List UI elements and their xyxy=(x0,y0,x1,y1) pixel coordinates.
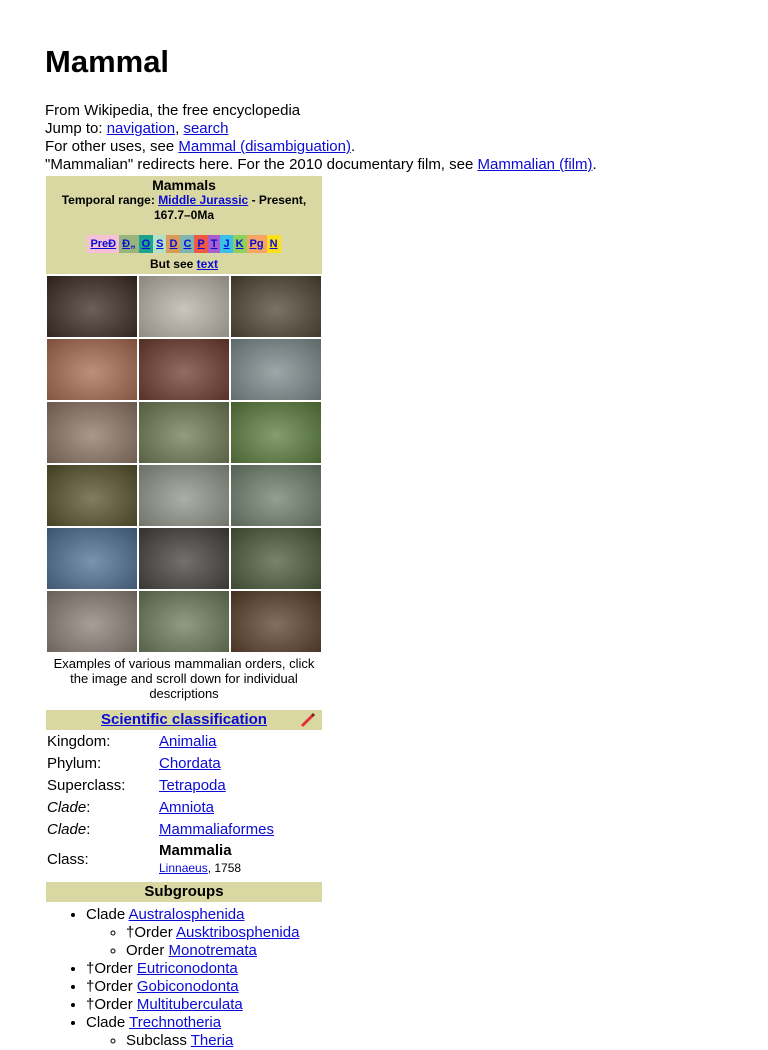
rank-value xyxy=(158,752,322,774)
timeline-period[interactable] xyxy=(87,235,119,253)
zebras-photo[interactable] xyxy=(139,591,229,652)
star-nosed-mole-photo[interactable] xyxy=(139,528,229,589)
subgroup-child-rank: Order xyxy=(126,942,169,959)
classification-table xyxy=(46,730,322,878)
timeline-period-link[interactable]: P xyxy=(197,238,205,250)
scientific-classification-link[interactable]: Scientific classification xyxy=(101,711,267,728)
disambiguation-link[interactable]: Mammal (disambiguation) xyxy=(178,138,351,155)
rank-value xyxy=(158,818,322,840)
taxon-link[interactable]: Tetrapoda xyxy=(159,776,226,794)
rank-label xyxy=(46,818,158,840)
temporal-age: 167.7–0Ma xyxy=(153,208,215,222)
taxon-link[interactable]: Amniota xyxy=(159,798,215,816)
bat-photo[interactable] xyxy=(47,276,137,337)
rank-value xyxy=(158,730,322,752)
classification-row xyxy=(46,774,322,796)
timeline-period[interactable] xyxy=(180,235,194,253)
timeline-period-link[interactable]: K xyxy=(235,238,244,250)
class-year: , 1758 xyxy=(207,860,242,875)
timeline-period[interactable] xyxy=(194,235,207,253)
search-link[interactable]: search xyxy=(183,120,229,137)
classification-row xyxy=(46,796,322,818)
timeline-period-link[interactable]: PreÐ xyxy=(90,238,117,250)
class-label: Class: xyxy=(47,850,89,868)
subgroup-link[interactable]: Eutriconodonta xyxy=(136,960,238,977)
subgroups-list xyxy=(46,906,322,1050)
taxon-link[interactable]: Mammaliaformes xyxy=(159,820,275,838)
rank-label xyxy=(46,796,158,818)
temporal-range xyxy=(46,193,322,223)
subgroup-item xyxy=(86,1014,322,1050)
classification-header xyxy=(46,710,322,730)
subgroup-child-link[interactable]: Theria xyxy=(190,1032,234,1049)
mammalian-film-link[interactable]: Mammalian (film) xyxy=(477,156,593,173)
subgroup-child-item xyxy=(126,924,322,942)
subgroup-children xyxy=(86,924,322,960)
taxon-link[interactable]: Chordata xyxy=(159,754,221,772)
edit-pencil-icon[interactable] xyxy=(298,712,316,728)
navigation-link[interactable]: navigation xyxy=(106,120,176,137)
timeline-period-link[interactable]: N xyxy=(269,238,278,250)
timeline-period[interactable] xyxy=(208,235,221,253)
classification-row xyxy=(46,730,322,752)
whale-photo[interactable] xyxy=(47,528,137,589)
infobox-header xyxy=(46,176,322,274)
timeline-period-link[interactable]: S xyxy=(156,238,164,250)
but-see xyxy=(46,257,322,271)
geologic-timeline xyxy=(46,235,322,253)
elephants-photo[interactable] xyxy=(231,402,321,463)
subgroup-item xyxy=(86,996,322,1014)
subgroup-rank: †Order xyxy=(86,996,137,1013)
comma: , xyxy=(175,120,184,137)
subgroup-child-link[interactable]: Monotremata xyxy=(168,942,257,959)
rank-label: Kingdom: xyxy=(47,732,111,750)
class-row xyxy=(46,840,322,878)
infobox xyxy=(46,176,322,1050)
subgroup-link[interactable]: Australosphenida xyxy=(128,906,245,923)
rank-value xyxy=(158,774,322,796)
jump-prefix: Jump to: xyxy=(45,120,107,137)
from-line: From Wikipedia, the free encyclopedia xyxy=(45,102,301,119)
subgroup-rank: †Order xyxy=(86,978,137,995)
classification-row xyxy=(46,752,322,774)
subgroups-header: Subgroups xyxy=(46,882,322,902)
timeline-period-link[interactable]: D xyxy=(169,238,178,250)
redirect-prefix: "Mammalian" redirects here. For the 2010 documentary film, see xyxy=(45,156,478,173)
photo-gallery xyxy=(47,276,322,652)
seals-photo[interactable] xyxy=(231,339,321,400)
other-uses-line xyxy=(45,138,597,156)
rank-name: Clade xyxy=(47,798,87,816)
colon: : xyxy=(86,798,91,816)
gallery-caption: Examples of various mammalian orders, click the image and scroll down for individual descriptions xyxy=(53,656,315,701)
pangolin-photo[interactable] xyxy=(139,402,229,463)
other-uses-prefix: For other uses, see xyxy=(45,138,179,155)
classification-row xyxy=(46,818,322,840)
subgroup-child-rank: Subclass xyxy=(126,1032,191,1049)
subgroup-link[interactable]: Trechnotheria xyxy=(129,1014,222,1031)
anteater-photo[interactable] xyxy=(231,528,321,589)
subgroup-item xyxy=(86,906,322,960)
class-value xyxy=(158,840,322,878)
temporal-suffix: - Present, xyxy=(248,193,307,207)
subgroup-children xyxy=(86,1032,322,1050)
timeline-period-link[interactable]: C xyxy=(183,238,192,250)
timeline-period[interactable] xyxy=(233,235,247,253)
infobox-title: Mammals xyxy=(152,177,216,193)
middle-jurassic-link[interactable]: Middle Jurassic xyxy=(158,193,249,207)
subgroup-rank: †Order xyxy=(86,960,137,977)
timeline-period-link[interactable]: Pg xyxy=(249,238,264,250)
rank-label: Phylum: xyxy=(47,754,102,772)
taxon-link[interactable]: Animalia xyxy=(159,732,217,750)
colon: : xyxy=(86,820,91,838)
reindeer-photo[interactable] xyxy=(231,465,321,526)
subgroup-link[interactable]: Gobiconodonta xyxy=(136,978,239,995)
timeline-period[interactable] xyxy=(119,235,138,253)
timeline-period[interactable] xyxy=(220,235,232,253)
timeline-period-link[interactable]: J xyxy=(223,238,230,250)
subgroup-child-link[interactable]: Ausktribosphenida xyxy=(176,924,300,941)
armadillo-photo[interactable] xyxy=(47,591,137,652)
opossum-photo[interactable] xyxy=(139,276,229,337)
squirrel-photo[interactable] xyxy=(47,402,137,463)
rank-name: Clade xyxy=(47,820,87,838)
subgroup-item xyxy=(86,978,322,996)
platypus-photo[interactable] xyxy=(47,465,137,526)
timeline-period[interactable] xyxy=(247,235,267,253)
elephant-shrew-photo[interactable] xyxy=(231,591,321,652)
timeline-period-link[interactable]: T xyxy=(210,238,218,250)
text-link[interactable]: text xyxy=(196,257,219,271)
redirect-suffix: . xyxy=(592,156,597,173)
timeline-period[interactable] xyxy=(153,235,166,253)
timeline-period-link[interactable]: O xyxy=(141,238,151,250)
kangaroo-photo[interactable] xyxy=(231,276,321,337)
temporal-prefix: Temporal range: xyxy=(61,193,159,207)
class-name: Mammalia xyxy=(159,841,232,859)
subgroup-child-item xyxy=(126,1032,322,1050)
page-title: Mammal xyxy=(45,44,170,79)
period: . xyxy=(350,138,356,155)
linnaeus-link[interactable]: Linnaeus xyxy=(159,860,208,875)
subgroup-rank: Clade xyxy=(86,906,129,923)
subgroup-rank: Clade xyxy=(86,1014,130,1031)
timeline-period[interactable] xyxy=(267,235,281,253)
jump-line xyxy=(45,120,597,138)
subgroup-child-rank: †Order xyxy=(126,924,177,941)
treeshrew-photo[interactable] xyxy=(139,465,229,526)
mole-rat-photo[interactable] xyxy=(47,339,137,400)
subgroup-item xyxy=(86,960,322,978)
timeline-period[interactable] xyxy=(166,235,180,253)
subgroup-child-item xyxy=(126,942,322,960)
redirect-line xyxy=(45,156,597,174)
primates-photo[interactable] xyxy=(139,339,229,400)
intro xyxy=(45,102,597,174)
subgroup-link[interactable]: Multituberculata xyxy=(136,996,243,1013)
timeline-period[interactable] xyxy=(139,235,154,253)
rank-label: Superclass: xyxy=(47,776,126,794)
rank-value xyxy=(158,796,322,818)
timeline-period-link[interactable]: Ð„ xyxy=(122,238,136,250)
but-see-prefix: But see xyxy=(149,257,197,271)
